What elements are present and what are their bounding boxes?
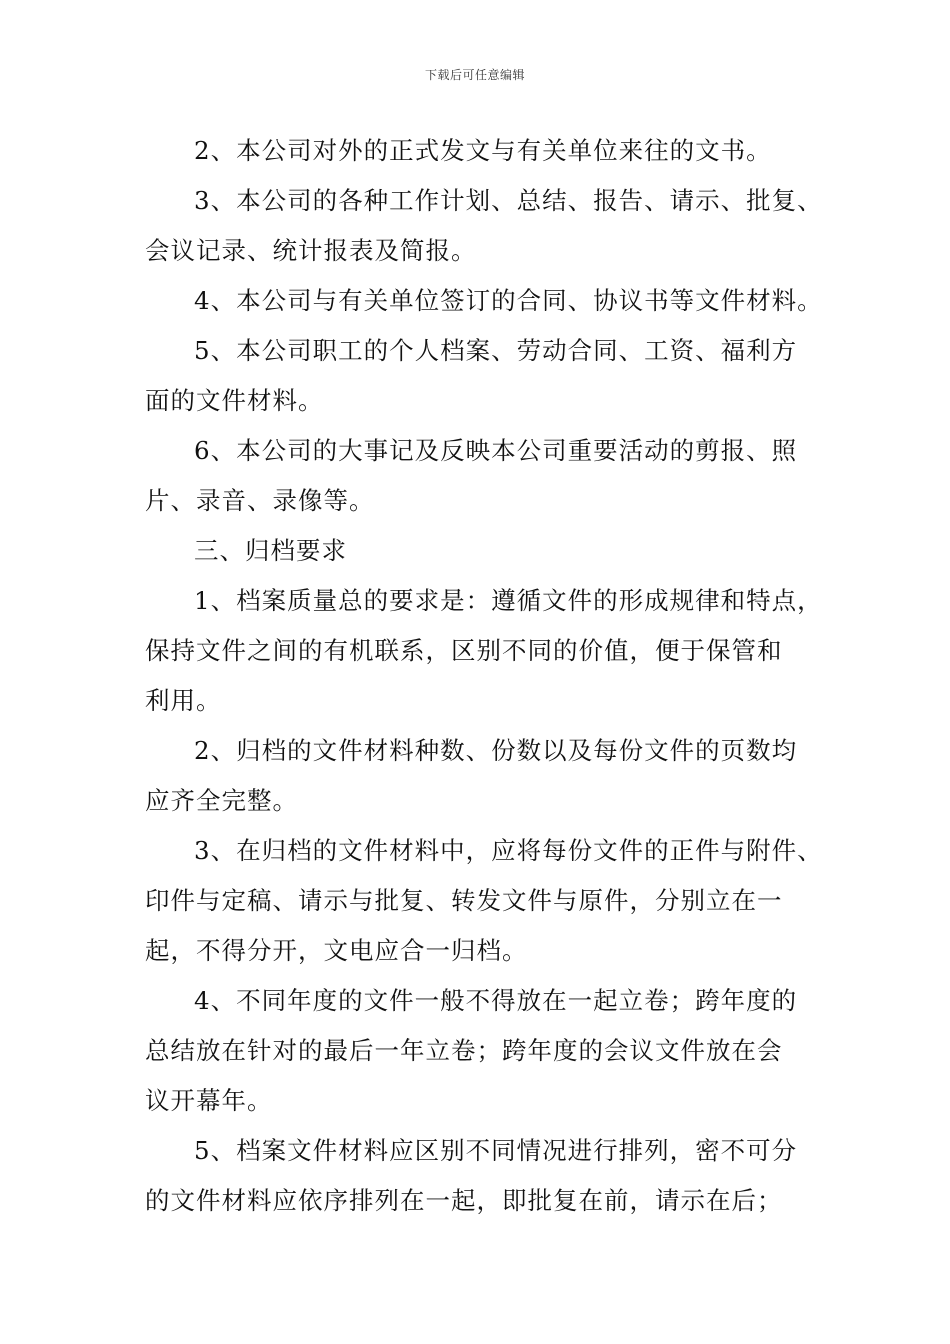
text-line: 6、本公司的大事记及反映本公司重要活动的剪报、照 — [194, 436, 798, 465]
text-line: 会议记录、统计报表及简报。 — [145, 236, 477, 265]
text-line: 5、档案文件材料应区别不同情况进行排列，密不可分 — [194, 1136, 798, 1165]
text-line: 议开幕年。 — [145, 1086, 273, 1115]
text-line: 4、本公司与有关单位签订的合同、协议书等文件材料。 — [194, 286, 823, 315]
text-line: 的文件材料应依序排列在一起，即批复在前，请示在后； — [145, 1186, 783, 1215]
text-line: 2、本公司对外的正式发文与有关单位来往的文书。 — [194, 136, 772, 165]
text-line: 印件与定稿、请示与批复、转发文件与原件，分别立在一 — [145, 886, 783, 915]
text-line: 5、本公司职工的个人档案、劳动合同、工资、福利方 — [194, 336, 798, 365]
text-line: 3、在归档的文件材料中，应将每份文件的正件与附件、 — [194, 836, 823, 865]
text-line: 保持文件之间的有机联系，区别不同的价值，便于保管和 — [145, 636, 783, 665]
page-header: 下载后可任意编辑 — [424, 68, 525, 82]
text-line: 2、归档的文件材料种数、份数以及每份文件的页数均 — [194, 736, 798, 765]
text-line: 3、本公司的各种工作计划、总结、报告、请示、批复、 — [194, 186, 823, 215]
text-line: 起，不得分开，文电应合一归档。 — [145, 936, 528, 965]
text-line: 1、档案质量总的要求是：遵循文件的形成规律和特点， — [194, 586, 823, 615]
text-line: 片、录音、录像等。 — [145, 486, 375, 515]
document-body — [145, 126, 823, 1226]
text-line: 面的文件材料。 — [145, 386, 324, 415]
text-line: 应齐全完整。 — [145, 786, 298, 815]
text-line: 总结放在针对的最后一年立卷；跨年度的会议文件放在会 — [145, 1036, 783, 1065]
text-line: 利用。 — [145, 686, 222, 715]
section-heading: 三、归档要求 — [194, 536, 347, 565]
text-line: 4、不同年度的文件一般不得放在一起立卷；跨年度的 — [194, 986, 798, 1015]
